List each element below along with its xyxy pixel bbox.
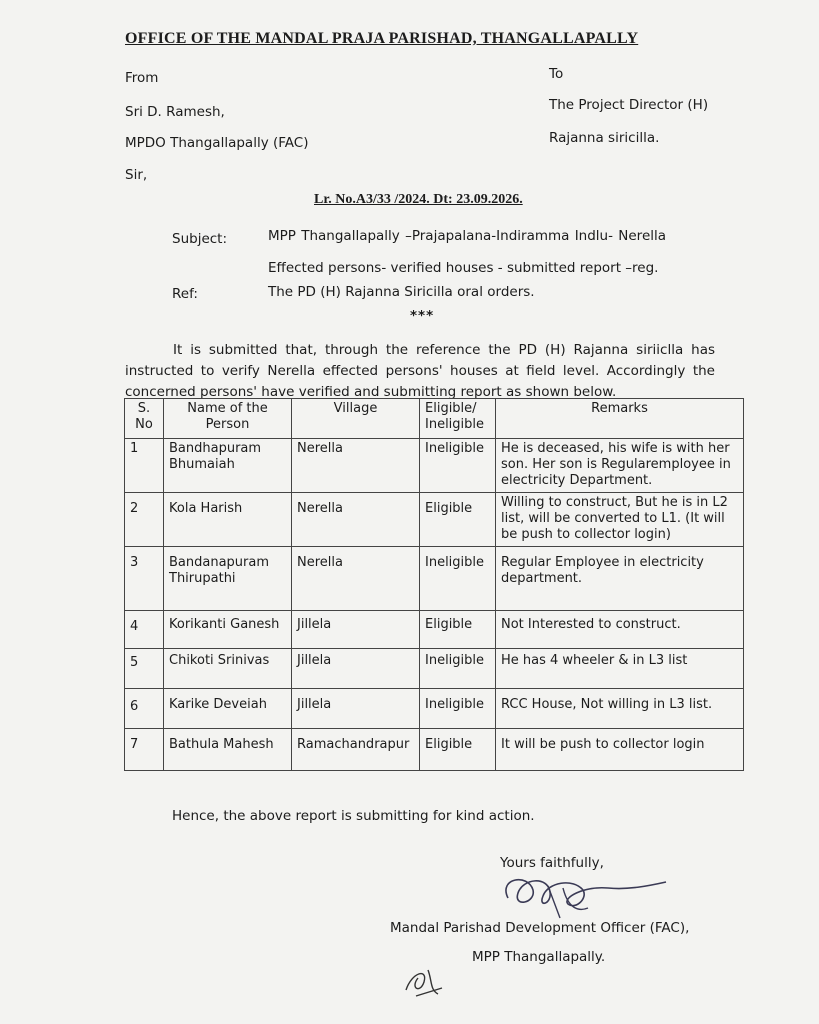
cell-remarks: RCC House, Not willing in L3 list.	[496, 689, 744, 729]
cell-name: Chikoti Srinivas	[164, 649, 292, 689]
cell-village: Nerella	[292, 439, 420, 493]
salutation: Sir,	[125, 167, 148, 183]
separator: ***	[410, 308, 435, 324]
ref-text: The PD (H) Rajanna Siricilla oral orders.	[268, 284, 535, 300]
cell-remarks: He is deceased, his wife is with her son. Her son is Regularemployee in electricity Department.	[496, 439, 744, 493]
cell-name: Bathula Mahesh	[164, 729, 292, 771]
cell-village: Ramachandrapur	[292, 729, 420, 771]
sender-name: Sri D. Ramesh,	[125, 104, 225, 120]
from-label: From	[125, 70, 159, 86]
closing-line: Hence, the above report is submitting for kind action.	[172, 808, 535, 824]
table-row	[125, 689, 744, 729]
cell-remarks: Not Interested to construct.	[496, 611, 744, 649]
table-header-row	[125, 399, 744, 439]
table-row	[125, 547, 744, 611]
report-table	[124, 398, 744, 771]
cell-village: Jillela	[292, 611, 420, 649]
subject-line-1: MPP Thangallapally –Prajapalana-Indiramma Indlu- Nerella	[268, 228, 667, 244]
office-heading: OFFICE OF THE MANDAL PRAJA PARISHAD, THANGALLAPALLY	[125, 30, 639, 47]
signatory-office: MPP Thangallapally.	[472, 949, 606, 965]
sender-designation: MPDO Thangallapally (FAC)	[125, 135, 309, 151]
table-row	[125, 729, 744, 771]
to-label: To	[549, 66, 564, 82]
cell-eligibility: Ineligible	[420, 439, 496, 493]
cell-sno: 1	[125, 439, 164, 493]
recipient-place: Rajanna siricilla.	[549, 130, 660, 146]
cell-sno: 5	[125, 649, 164, 689]
cell-eligibility: Eligible	[420, 729, 496, 771]
cell-sno: 7	[125, 729, 164, 771]
body-paragraph: It is submitted that, through the reference the PD (H) Rajanna siriiclla has instructed to verify Nerella effected persons' houses at field level. Accordingly the concerned persons' have verified and submitting report as shown below.	[125, 342, 715, 400]
col-header-eligibility: Eligible/ Ineligible	[420, 399, 496, 439]
cell-remarks: Willing to construct, But he is in L2 list, will be converted to L1. (It will be push to collector login)	[496, 493, 744, 547]
cell-village: Nerella	[292, 493, 420, 547]
ref-label: Ref:	[172, 286, 198, 302]
subject-line-2: Effected persons- verified houses - submitted report –reg.	[268, 260, 659, 276]
cell-village: Nerella	[292, 547, 420, 611]
col-header-remarks: Remarks	[496, 399, 744, 439]
cell-name: Bandanapuram Thirupathi	[164, 547, 292, 611]
col-header-village: Village	[292, 399, 420, 439]
cell-eligibility: Ineligible	[420, 547, 496, 611]
cell-remarks: He has 4 wheeler & in L3 list	[496, 649, 744, 689]
cell-remarks: It will be push to collector login	[496, 729, 744, 771]
cell-remarks: Regular Employee in electricity department.	[496, 547, 744, 611]
table-row	[125, 649, 744, 689]
cell-eligibility: Ineligible	[420, 649, 496, 689]
cell-sno: 4	[125, 611, 164, 649]
cell-sno: 3	[125, 547, 164, 611]
cell-name: Bandhapuram Bhumaiah	[164, 439, 292, 493]
yours-faithfully: Yours faithfully,	[500, 855, 604, 871]
cell-village: Jillela	[292, 649, 420, 689]
handwritten-signature	[488, 868, 678, 924]
cell-name: Kola Harish	[164, 493, 292, 547]
signatory-designation: Mandal Parishad Development Officer (FAC),	[390, 920, 690, 936]
col-header-sno: S. No	[125, 399, 164, 439]
cell-eligibility: Ineligible	[420, 689, 496, 729]
subject-label: Subject:	[172, 231, 228, 247]
letter-number: Lr. No.A3/33 /2024. Dt: 23.09.2026.	[314, 192, 523, 207]
initials-mark	[398, 960, 448, 1002]
table-row	[125, 439, 744, 493]
table-row	[125, 611, 744, 649]
cell-eligibility: Eligible	[420, 493, 496, 547]
col-header-name: Name of the Person	[164, 399, 292, 439]
cell-sno: 6	[125, 689, 164, 729]
cell-eligibility: Eligible	[420, 611, 496, 649]
cell-name: Karike Deveiah	[164, 689, 292, 729]
cell-name: Korikanti Ganesh	[164, 611, 292, 649]
recipient-designation: The Project Director (H)	[549, 97, 709, 113]
cell-sno: 2	[125, 493, 164, 547]
table-row	[125, 493, 744, 547]
cell-village: Jillela	[292, 689, 420, 729]
